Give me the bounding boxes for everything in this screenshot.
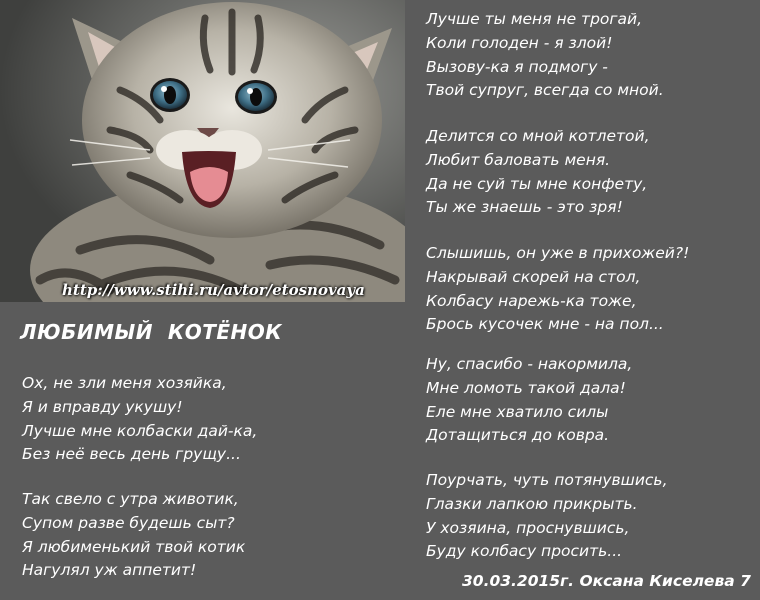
poem-line: Дотащиться до ковра. <box>426 426 610 445</box>
poem-title: ЛЮБИМЫЙ КОТЁНОК <box>20 320 283 344</box>
kitten-photo <box>0 0 405 302</box>
poem-line: Еле мне хватило силы <box>426 402 609 421</box>
author-signature: 30.03.2015г. Оксана Киселева 7 <box>462 572 751 590</box>
poem-line: У хозяина, проснувшись, <box>426 518 630 537</box>
poem-line: Накрывай скорей на стол, <box>426 267 641 286</box>
poem-line: Я и вправду укушу! <box>22 397 183 416</box>
poem-line: Супом разве будешь сыт? <box>22 513 235 532</box>
poem-line: Слышишь, он уже в прихожей?! <box>426 244 690 262</box>
poem-line: Любит баловать меня. <box>426 150 611 169</box>
poem-line: Колбасу нарежь-ка тоже, <box>426 291 637 310</box>
poem-line: Нагулял уж аппетит! <box>22 561 197 580</box>
kitten-illustration <box>0 0 405 302</box>
poem-line: Я любименький твой котик <box>22 537 246 556</box>
poem-line: Поурчать, чуть потянувшись, <box>426 471 668 489</box>
right-stanza-2 <box>426 125 650 220</box>
right-stanza-1 <box>426 8 664 103</box>
poem-line: Глазки лапкою прикрыть. <box>426 494 638 513</box>
watermark-url: http://www.stihi.ru/avtor/etosnovaya <box>62 281 365 299</box>
poem-line: Делится со мной котлетой, <box>426 127 650 145</box>
poem-line: Без неё весь день грущу... <box>22 445 241 464</box>
poem-line: Ох, не зли меня хозяйка, <box>22 374 227 392</box>
poem-line: Лучше ты меня не трогай, <box>426 10 643 28</box>
poem-line: Да не суй ты мне конфету, <box>426 174 648 193</box>
poem-line: Брось кусочек мне - на пол... <box>426 315 664 334</box>
poem-line: Ты же знаешь - это зря! <box>426 198 623 217</box>
poem-line: Ну, спасибо - накормила, <box>426 355 633 373</box>
poem-line: Вызову-ка я подмогу - <box>426 57 608 76</box>
left-stanza-1 <box>22 372 257 467</box>
poem-line: Коли голоден - я злой! <box>426 33 613 52</box>
right-stanza-5 <box>426 469 668 564</box>
poem-line: Мне ломоть такой дала! <box>426 378 626 397</box>
poem-line: Лучше мне колбаски дай-ка, <box>22 421 258 440</box>
right-stanza-3 <box>426 242 689 337</box>
right-stanza-4 <box>426 353 632 448</box>
left-stanza-2 <box>22 488 245 583</box>
poem-line: Буду колбасу просить... <box>426 542 623 561</box>
poem-line: Твой супруг, всегда со мной. <box>426 81 664 100</box>
poem-line: Так свело с утра животик, <box>22 490 239 508</box>
